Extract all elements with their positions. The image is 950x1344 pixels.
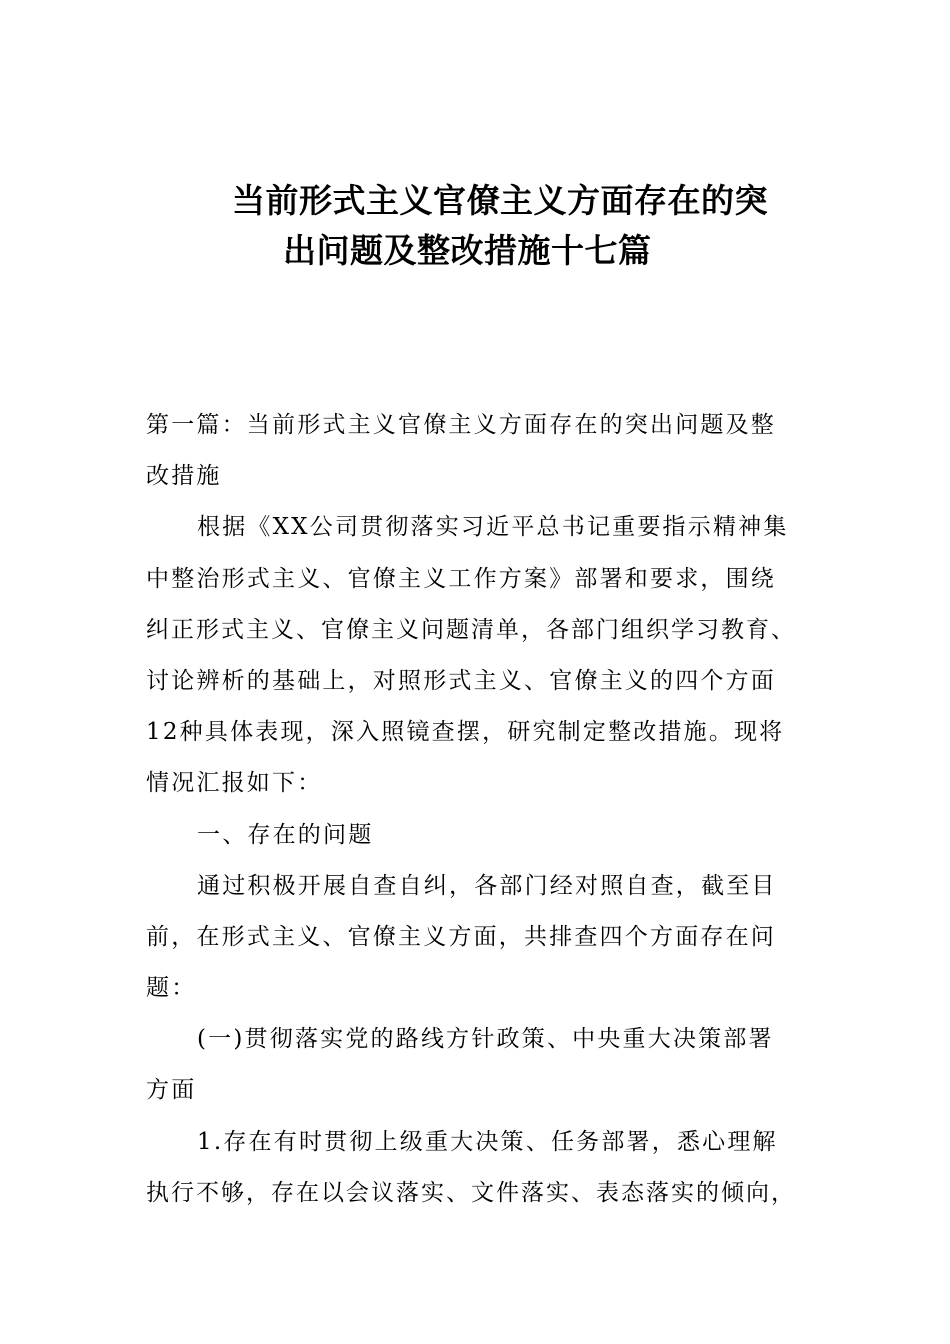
document-title-line-2: 出问题及整改措施十七篇 [283,231,652,270]
list-item: 1.存在有时贯彻上级重大决策、任务部署，悉心理解 [197,1128,778,1155]
body-line: 第一篇：当前形式主义官僚主义方面存在的突出问题及整 [146,412,776,438]
body-line: 前，在形式主义、官僚主义方面，共排查四个方面存在问 [146,923,776,950]
body-line: 中整治形式主义、官僚主义工作方案》部署和要求，围绕 [146,565,776,592]
body-line: 改措施 [146,463,222,490]
body-line: 题： [146,975,197,1002]
subsection-heading: (一)贯彻落实党的路线方针政策、中央重大决策部署 [197,1026,774,1053]
body-line: 情况汇报如下： [146,770,323,797]
section-heading: 一、存在的问题 [197,821,374,848]
document-body [146,400,798,1219]
body-line: 讨论辨析的基础上，对照形式主义、官僚主义的四个方面 [146,667,776,694]
body-line: 执行不够，存在以会议落实、文件落实、表态落实的倾向， [146,1179,796,1206]
body-line: 根据《XX公司贯彻落实习近平总书记重要指示精神集 [197,514,789,541]
body-line: 通过积极开展自查自纠，各部门经对照自查，截至目 [197,872,777,899]
document-title-line-1: 当前形式主义官僚主义方面存在的突 [232,181,768,220]
body-line: 12种具体表现，深入照镜查摆，研究制定整改措施。现将 [146,719,785,746]
body-line: 方面 [146,1077,197,1104]
body-line: 纠正形式主义、官僚主义问题清单，各部门组织学习教育、 [146,616,796,643]
